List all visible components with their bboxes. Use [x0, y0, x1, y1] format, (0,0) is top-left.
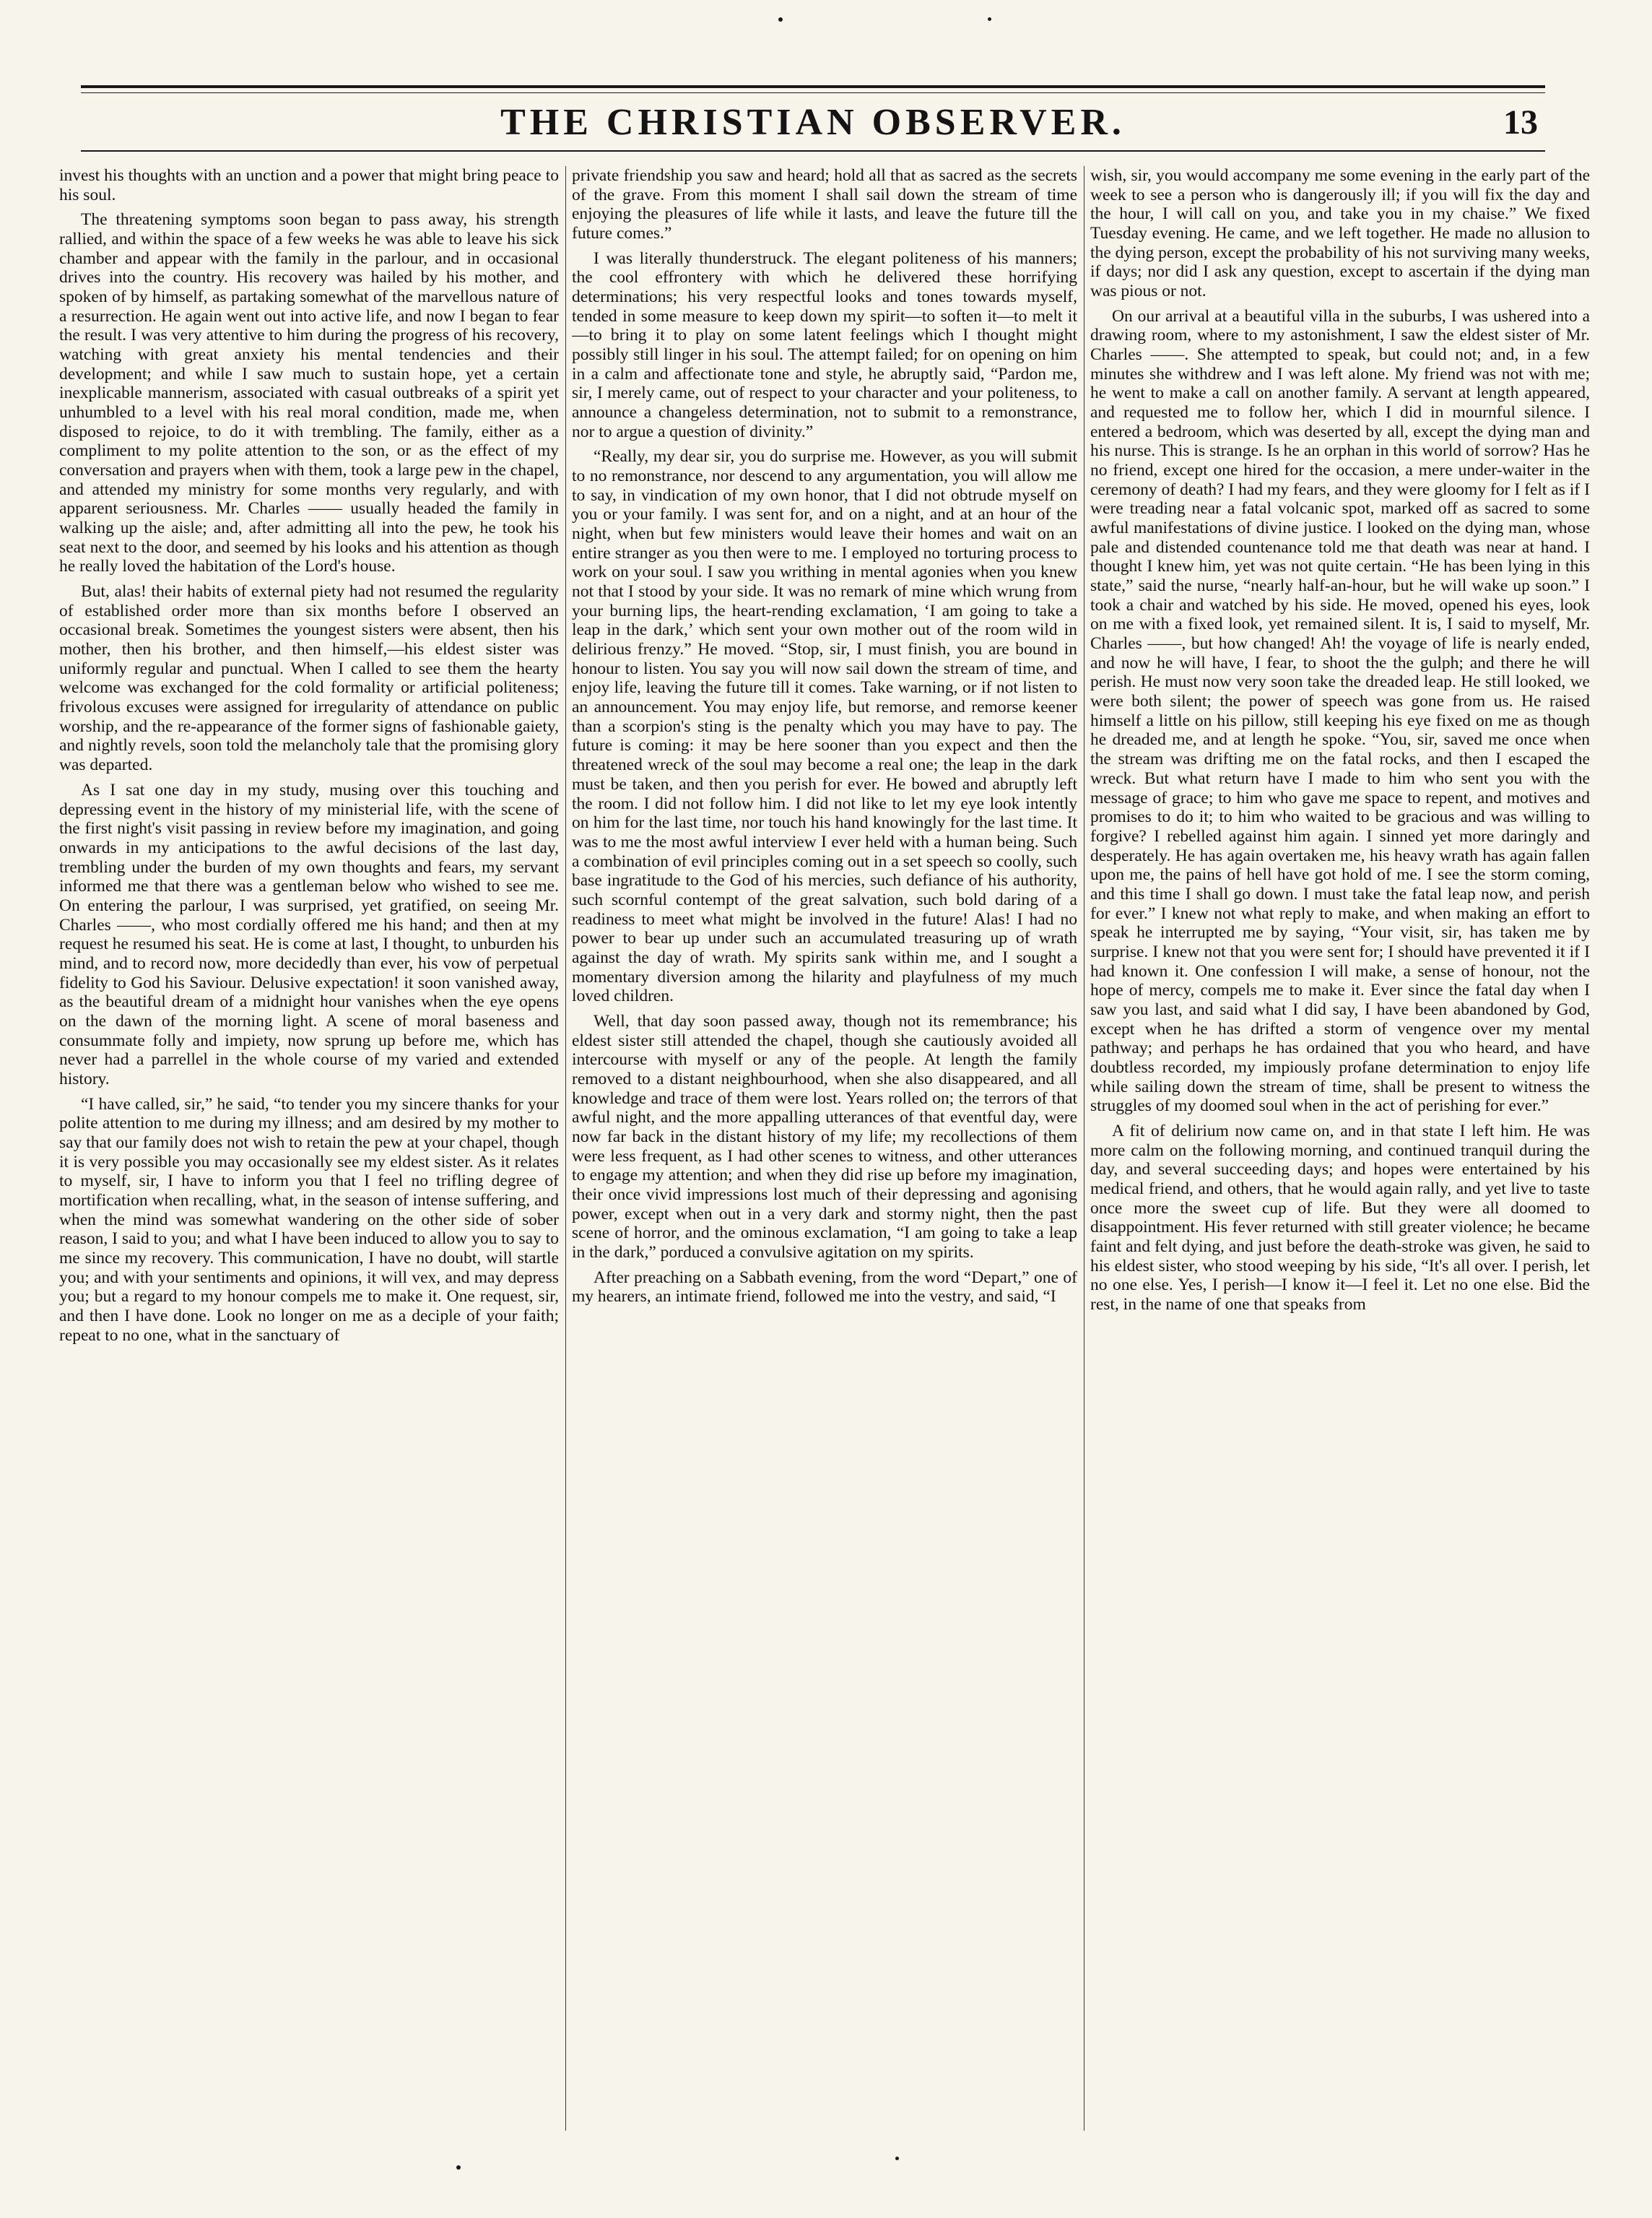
masthead: [81, 101, 1545, 144]
column-divider: [565, 166, 566, 2131]
paragraph: “I have called, sir,” he said, “to tender you my sincere thanks for your polite attention to me during my illness; and am desired by my mother to say that our family does not wish to retain the pew at your chapel, though it is very possible you may occasionally see my eldest sister. As it relates to myself, sir, I have to inform you that I feel no trifling degree of mortification when recalling, what, in the season of intense suffering, and when the mind was somewhat wandering on the other side of sober reason, I said to you; and what I have been induced to allow you to say to me since my recovery. This communication, I have no doubt, will startle you; and with your sentiments and opinions, it will vex, and may depress you; but a regard to my honour compels me to make it. One request, sir, and then I have done. Look no longer on me as a deciple of your faith; repeat to no one, what in the sanctuary of: [59, 1094, 559, 1345]
text-column-1: [59, 166, 559, 2131]
page-number: 13: [1503, 103, 1538, 142]
paragraph: “Really, my dear sir, you do surprise me. However, as you will submit to no remonstrance, nor descend to any argumentation, you will allow me to say, in vindication of my own honor, that I did not obtrude myself on you or your family. I was sent for, and on a night, and at an hour of the night, when but few ministers would leave their homes and wait on an entire stranger as you then were to me. I employed no torturing process to work on your soul. I saw you writhing in mental agonies when you knew not that I stood by your side. It was no remark of mine which wrung from your burning lips, the heart-rending exclamation, ‘I am going to take a leap in the dark,’ which sent your own mother out of the room wild in delirious frenzy.” He moved. “Stop, sir, I must finish, you are bound in honour to listen. You say you will now sail down the stream of time, and enjoy life, leaving the future till it comes. Take warning, or if not listen to an announcement. You may enjoy life, but remorse, and remorse keener than a scorpion's sting is the penalty which you may have to pay. The future is coming: it may be here sooner than you expect and then the threatened wreck of the soul may become a real one; the leap in the dark must be taken, and then you perish for ever. He bowed and abruptly left the room. I did not follow him. I did not like to let my eye look intently on him for the last time, nor touch his hand knowingly for the last time. It was to me the most awful interview I ever held with a human being. Such a combination of evil principles coming out in a set speech so coolly, such base ingratitude to the God of his mercies, such defiance of his authority, such scornful contempt of the great salvation, such bold daring of a readiness to meet what might be involved in the future! Alas! I had no power to bear up under such an accumulated treasuring up of wrath against the day of wrath. My spirits sank within me, and I sought a momentary diversion among the hilarity and playfulness of my much loved children.: [572, 447, 1077, 1006]
paragraph: On our arrival at a beautiful villa in the suburbs, I was ushered into a drawing room, where to my astonishment, I saw the eldest sister of Mr. Charles ——. She attempted to speak, but could not; and, in a few minutes she withdrew and I was left alone. My friend was not with me; he went to make a call on another family. A servant at length appeared, and requested me to follow her, which I did in mournful silence. I entered a bedroom, which was deserted by all, except the dying man and his nurse. This is strange. Is he an orphan in this world of sorrow? Has he no friend, except one hired for the occasion, a mere under-waiter in the ceremony of death? I had my fears, and they were gloomy for I felt as if I were treading near a fatal volcanic spot, marked off as sacred to some awful manifestations of divine justice. I looked on the dying man, whose pale and distended countenance told me that death was near at hand. I thought I knew him, yet was not quite certain. “He has been lying in this state,” said the nurse, “nearly half-an-hour, but he will wake up soon.” I took a chair and watched by his side. He moved, opened his eyes, look on me with a fixed look, yet remained silent. It is, I said to myself, Mr. Charles ——, but how changed! Ah! the voyage of life is nearly ended, and now he will have, I fear, to shoot the the gulph; and there he will perish. He must now very soon take the dreaded leap. He still looked, we were both silent; the power of speech was gone from us. He raised himself a little on his pillow, still keeping his eye fixed on me as though he dreaded me, and at length he spoke. “You, sir, saved me once when the stream was drifting me on the fatal rocks, and then I escaped the wreck. But what return have I made to him who sent you with the message of grace; to him who gave me space to repent, and motives and promises to do it; to him who waited to be gracious and was willing to forgive? I rebelled against him again. I sinned yet more daringly and desperately. He has again overtaken me, his heavy wrath has again fallen upon me, the pains of hell have got hold of me. I see the storm coming, and this time I shall go down. I must take the fatal leap now, and perish for ever.” I knew not what reply to make, and when making an effort to speak he interrupted me by saying, “Your visit, sir, has taken me by surprise. I knew not that you were sent for; I should have prevented it if I had known it. One confession I will make, a sense of honour, not the hope of mercy, compels me to make it. Ever since the fatal day when I saw you last, and said what I did say, I have been abandoned by God, except when he has drifted a storm of vengence over my mental pathway; and perhaps he has ordained that you who heard, and have doubtless recorded, my impiously profane determination to enjoy life while sailing down the stream of time, shall be present to witness the struggles of my doomed soul when in the act of perishing for ever.”: [1090, 306, 1590, 1116]
paragraph: The threatening symptoms soon began to pass away, his strength rallied, and within the space of a few weeks he was able to leave his sick chamber and appear with the family in the parlour, and in occasional drives into the country. His recovery was hailed by his mother, and spoken of by himself, as partaking somewhat of the marvellous nature of a resurrection. He again went out into active life, and now I began to fear the result. I was very attentive to him during the progress of his recovery, watching with great anxiety his mental tendencies and their development; and while I saw much to sustain hope, yet a certain inexplicable mannerism, associated with casual outbreaks of a spirit yet unhumbled to a level with his real moral condition, made me, when disposed to rejoice, to do it with trembling. The family, either as a compliment to my polite attention to the son, or as the effect of my conversation and prayers when with them, took a large pew in the chapel, and attended my ministry for some months very regularly, and with apparent seriousness. Mr. Charles —— usually headed the family in walking up the aisle; and, after admitting all into the pew, he took his seat next to the door, and seemed by his looks and his attention as though he really loved the habitation of the Lord's house.: [59, 210, 559, 576]
paragraph: A fit of delirium now came on, and in that state I left him. He was more calm on the following morning, and continued tranquil during the day, and several succeeding days; and hopes were entertained by his medical friend, and others, that he would again rally, and yet live to taste once more the sweet cup of life. But they were all doomed to disappointment. His fever returned with still greater violence; he became faint and felt dying, and just before the death-stroke was given, he said to his eldest sister, who stood weeping by his side, “It's all over. I perish, let no one else. Yes, I perish—I know it—I feel it. Let no one else. Bid the rest, in the name of one that speaks from: [1090, 1121, 1590, 1314]
masthead-rule-thick: [81, 85, 1545, 88]
paragraph: I was literally thunderstruck. The elegant politeness of his manners; the cool effrontery with which he delivered these horrifying determinations; his very respectful looks and tones towards myself, tended in some measure to keep down my spirit—to soften it—to melt it—to bring it to play on some latent feelings which I thought might possibly still linger in his soul. The attempt failed; for on opening on him in a calm and affectionate tone and style, he abruptly said, “Pardon me, sir, I merely came, out of respect to your character and your politeness, to announce a changeless determination, not to submit to a remonstrance, nor to argue a question of divinity.”: [572, 248, 1077, 441]
masthead-rule-thin: [81, 92, 1545, 93]
header-rule: [81, 150, 1545, 152]
paragraph: private friendship you saw and heard; hold all that as sacred as the secrets of the grave. From this moment I shall sail down the stream of time enjoying the pleasures of life while it lasts, and leave the future till the future comes.”: [572, 166, 1077, 243]
text-column-2: [572, 166, 1077, 2131]
paragraph: After preaching on a Sabbath evening, from the word “Depart,” one of my hearers, an intimate friend, followed me into the vestry, and said, “I: [572, 1268, 1077, 1307]
paragraph: But, alas! their habits of external piety had not resumed the regularity of established order more than six months before I observed an occasional break. Sometimes the youngest sisters were absent, then his mother, then his brother, and then himself,—his eldest sister was uniformly regular and punctual. When I called to see them the hearty welcome was exchanged for the cold formality or artificial politeness; frivolous excuses were assigned for irregularity of attendance on public worship, and the re-appearance of the former signs of fashionable gaiety, and nightly revels, soon told the melancholy tale that the promising glory was departed.: [59, 582, 559, 775]
text-column-3: [1090, 166, 1590, 2131]
paragraph: invest his thoughts with an unction and a power that might bring peace to his soul.: [59, 166, 559, 204]
paragraph: wish, sir, you would accompany me some evening in the early part of the week to see a person who is dangerously ill; if you will fix the day and the hour, I will call on you, and take you in my chaise.” We fixed Tuesday evening. He came, and we left together. He made no allusion to the dying person, except the probability of his not surviving many weeks, if days; nor did I ask any question, except to ascertain if the dying man was pious or not.: [1090, 166, 1590, 301]
publication-title: THE CHRISTIAN OBSERVER.: [500, 102, 1126, 143]
paragraph: Well, that day soon passed away, though not its remembrance; his eldest sister still attended the chapel, though she cautiously avoided all intercourse with myself or any of the people. At length the family removed to a distant neighbourhood, when she also disappeared, and all knowledge and trace of them were lost. Years rolled on; the terrors of that awful night, and the more appalling utterances of that eventful day, were now far back in the distant history of my life; my recollections of them were less frequent, as I had other scenes to witness, and other utterances to engage my attention; and when they did rise up before my imagination, their once vivid impressions lost much of their depressing and agonising power, except when out in a very dark and stormy night, then the past scene of horror, and the ominous exclamation, “I am going to take a leap in the dark,” porduced a convulsive agitation on my spirits.: [572, 1011, 1077, 1262]
paragraph: As I sat one day in my study, musing over this touching and depressing event in the history of my ministerial life, with the scene of the first night's visit passing in review before my imagination, and going onwards in my anticipations to the awful decisions of the last day, trembling under the burden of my own thoughts and fears, my servant informed me that there was a gentleman below who wished to see me. On entering the parlour, I was surprised, yet gratified, on seeing Mr. Charles ——, who most cordially offered me his hand; and then at my request he resumed his seat. He is come at last, I thought, to unburden his mind, and to record now, more decidedly than ever, his vow of perpetual fidelity to God his Saviour. Delusive expectation! it soon vanished away, as the beautiful dream of a midnight hour vanishes when the eye opens on the dawn of the morning light. A scene of moral baseness and consummate folly and impiety, now sprung up before me, which has never had a parrellel in the whole course of my varied and extended history.: [59, 780, 559, 1088]
